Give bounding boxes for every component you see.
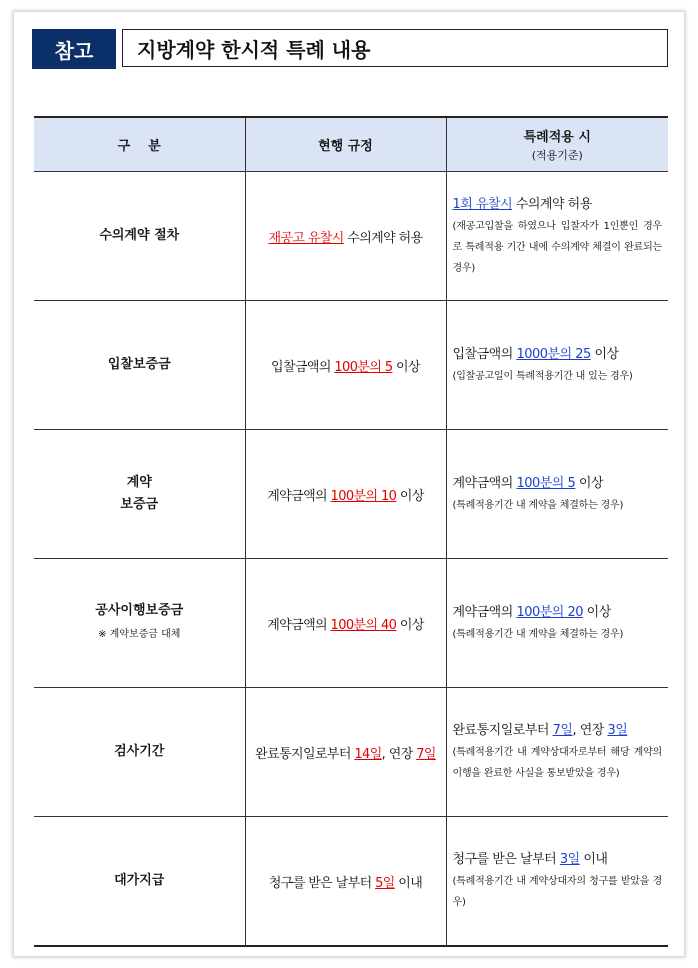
special-text-mid: 이상: [590, 346, 619, 362]
category-label: 입찰보증금: [107, 357, 171, 372]
special-provisions-table: [34, 116, 668, 947]
header-current-rule: 현행 규정: [245, 117, 446, 172]
special-text-before: 청구를 받은 날부터: [452, 852, 560, 867]
category-cell: [34, 817, 245, 947]
special-text-before: 입찰금액의: [452, 346, 517, 362]
current-highlight: 14일: [354, 746, 382, 762]
table-row: [34, 301, 668, 430]
current-rule-cell: [245, 172, 446, 301]
current-text-after: 이내: [394, 875, 423, 891]
special-main-line: [453, 194, 663, 216]
current-text-before: 입찰금액의: [271, 359, 335, 375]
special-text-mid: 이상: [583, 604, 611, 620]
current-rule-cell: [245, 301, 446, 430]
current-text-before: 계약금액의: [267, 488, 331, 504]
table-row: [34, 430, 668, 559]
current-highlight: 5일: [375, 875, 395, 891]
category-cell: [34, 172, 245, 301]
current-rule-cell: [245, 430, 446, 559]
category-note: ※ 계약보증금 대체: [98, 629, 181, 640]
current-text-after: 수의계약 허용: [343, 230, 423, 246]
special-condition-note: (재공고입찰을 하였으나 입찰자가 1인뿐인 경우로 특례적용 기간 내에 수의계약 체결이 완료되는 경우): [452, 220, 662, 274]
current-highlight: 재공고 유찰시: [268, 230, 344, 246]
category-cell: [34, 301, 245, 430]
special-text-mid: 이내: [579, 852, 608, 867]
special-highlight-2: 3일: [607, 723, 628, 738]
special-text-before: 완료통지일로부터: [452, 723, 553, 738]
current-highlight-2: 7일: [416, 746, 436, 762]
table-header-row: [34, 117, 668, 172]
table-row: [34, 688, 668, 817]
current-text-before: 계약금액의: [267, 617, 331, 633]
current-rule-cell: [245, 559, 446, 688]
special-highlight: 1회 유찰시: [452, 196, 513, 212]
current-highlight: 100분의 10: [330, 488, 397, 504]
special-text-mid: , 연장: [572, 723, 608, 738]
special-condition-note: (입찰공고일이 특례적용기간 내 있는 경우): [452, 370, 633, 382]
current-text-after: , 연장: [381, 746, 417, 762]
table-row: [34, 817, 668, 947]
category-label: 대가지급: [114, 873, 165, 888]
special-condition-note: (특례적용기간 내 계약을 체결하는 경우): [452, 499, 624, 511]
current-text-after: 이상: [392, 359, 420, 375]
current-rule-cell: [245, 688, 446, 817]
special-rule-cell: [446, 172, 668, 301]
special-text-mid: 이상: [575, 475, 604, 491]
special-main-line: [453, 344, 663, 366]
current-text-before: 완료통지일로부터: [255, 746, 355, 762]
special-rule-cell: [446, 817, 668, 947]
category-cell: [34, 559, 245, 688]
special-highlight: 1000분의 25: [516, 346, 591, 362]
current-text-before: 청구를 받은 날부터: [268, 875, 376, 891]
special-highlight: 3일: [559, 852, 580, 867]
special-text-mid: 수의계약 허용: [512, 196, 592, 212]
table-row: [34, 559, 668, 688]
special-rule-cell: [446, 688, 668, 817]
document-page: [14, 12, 684, 956]
title-row: [32, 29, 670, 69]
current-text-after: 이상: [396, 488, 424, 504]
category-cell: [34, 688, 245, 817]
special-main-line: [453, 602, 663, 624]
category-cell: [34, 430, 245, 559]
special-condition-note: (특례적용기간 내 계약상대자로부터 해당 계약의 이행을 완료한 사실을 통보받았을 경우): [452, 747, 662, 779]
special-main-line: [453, 473, 663, 495]
special-highlight: 100분의 5: [516, 475, 576, 491]
current-highlight: 100분의 5: [334, 359, 393, 375]
special-condition-note: (특례적용기간 내 계약상대자의 청구를 받았을 경우): [452, 876, 662, 908]
special-rule-cell: [446, 430, 668, 559]
special-main-line: [453, 849, 663, 871]
special-highlight: 7일: [552, 723, 573, 738]
header-special-rule: 특례적용 시 (적용기준): [446, 117, 668, 172]
current-text-after: 이상: [396, 617, 424, 633]
special-condition-note: (특례적용기간 내 계약을 체결하는 경우): [452, 628, 624, 640]
category-label: 계약 보증금: [120, 475, 159, 512]
current-highlight: 100분의 40: [330, 617, 397, 633]
current-rule-cell: [245, 817, 446, 947]
special-text-before: 계약금액의: [452, 604, 517, 620]
category-label: 공사이행보증금: [95, 603, 184, 618]
table-row: [34, 172, 668, 301]
special-rule-cell: [446, 301, 668, 430]
header-category: 구 분: [34, 117, 245, 172]
header-special-sub: (적용기준): [531, 149, 583, 162]
special-highlight: 100분의 20: [516, 604, 584, 620]
special-main-line: [453, 720, 663, 742]
special-rule-cell: [446, 559, 668, 688]
category-label: 검사기간: [114, 744, 165, 759]
page-title: 지방계약 한시적 특례 내용: [122, 29, 668, 67]
category-label: 수의계약 절차: [99, 228, 180, 243]
special-text-before: 계약금액의: [452, 475, 517, 491]
reference-tag: 참고: [32, 29, 116, 69]
